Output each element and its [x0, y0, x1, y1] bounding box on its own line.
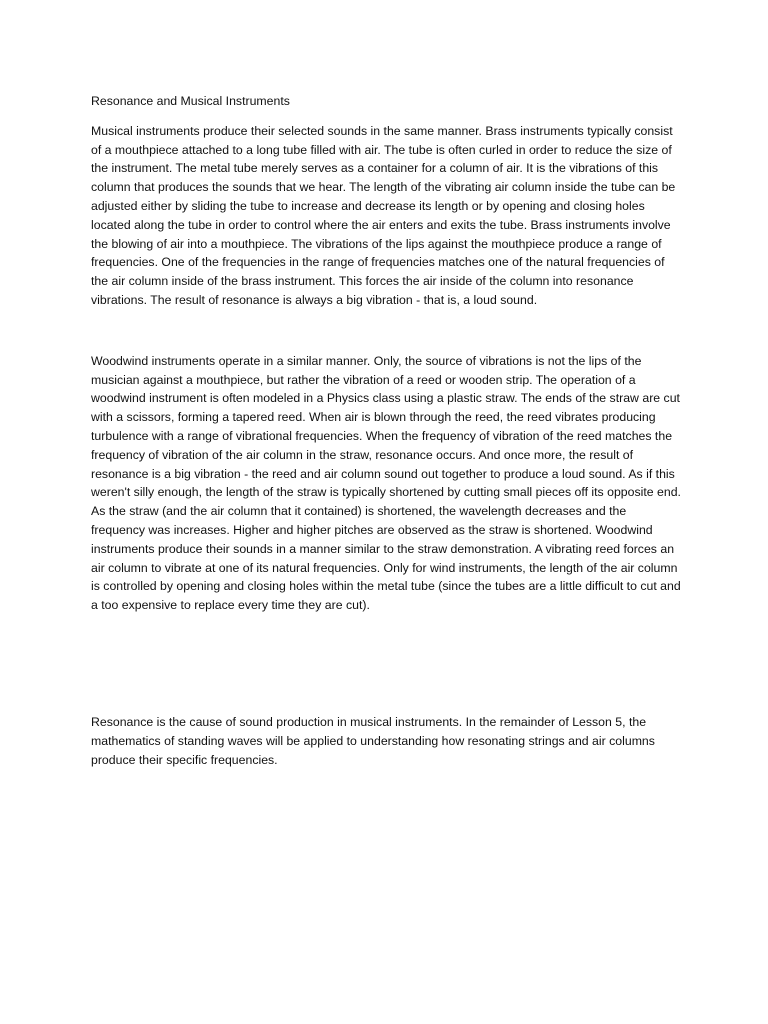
paragraph-brass-instruments: Musical instruments produce their selected sounds in the same manner. Brass instruments typically consist of a mouthpiece attached to a long tube filled with air. The tube is often curled in order to reduce the size of the instrument. The metal tube merely serves as a container for a column of air. It is the vibrations of this column that produces the sounds that we hear. The length of the vibrating air column inside the tube can be adjusted either by sliding the tube to increase and decrease its length or by opening and closing holes located along the tube in order to control where the air enters and exits the tube. Brass instruments involve the blowing of air into a mouthpiece. The vibrations of the lips against the mouthpiece produce a range of frequencies. One of the frequencies in the range of frequencies matches one of the natural frequencies of the air column inside of the brass instrument. This forces the air inside of the column into resonance vibrations. The result of resonance is always a big vibration - that is, a loud sound.	[91, 123, 676, 307]
document-body	[91, 92, 681, 769]
paragraph-woodwind-instruments: Woodwind instruments operate in a similar manner. Only, the source of vibrations is not the lips of the musician against a mouthpiece, but rather the vibration of a reed or wooden strip. The operation of a woodwind instrument is often modeled in a Physics class using a plastic straw. The ends of the straw are cut with a scissors, forming a tapered reed. When air is blown through the reed, the reed vibrates producing turbulence with a range of vibrational frequencies. When the frequency of vibration of the reed matches the frequency of vibration of the air column in the straw, resonance occurs. And once more, the result of resonance is a big vibration - the reed and air column sound out together to produce a loud sound. As if this weren't silly enough, the length of the straw is typically shortened by cutting small pieces off its opposite end. As the straw (and the air column that it contained) is shortened, the wavelength decreases and the frequency was increases. Higher and higher pitches are observed as the straw is shortened. Woodwind instruments produce their sounds in a manner similar to the straw demonstration. A vibrating reed forces an air column to vibrate at one of its natural frequencies. Only for wind instruments, the length of the air column is controlled by opening and closing holes within the metal tube (since the tubes are a little difficult to cut and a too expensive to replace every time they are cut).	[91, 353, 681, 613]
document-title: Resonance and Musical Instruments	[91, 94, 290, 108]
paragraph-conclusion: Resonance is the cause of sound production in musical instruments. In the remainder of Lesson 5, the mathematics of standing waves will be applied to understanding how resonating strings and air columns produce their specific frequencies.	[91, 714, 655, 767]
